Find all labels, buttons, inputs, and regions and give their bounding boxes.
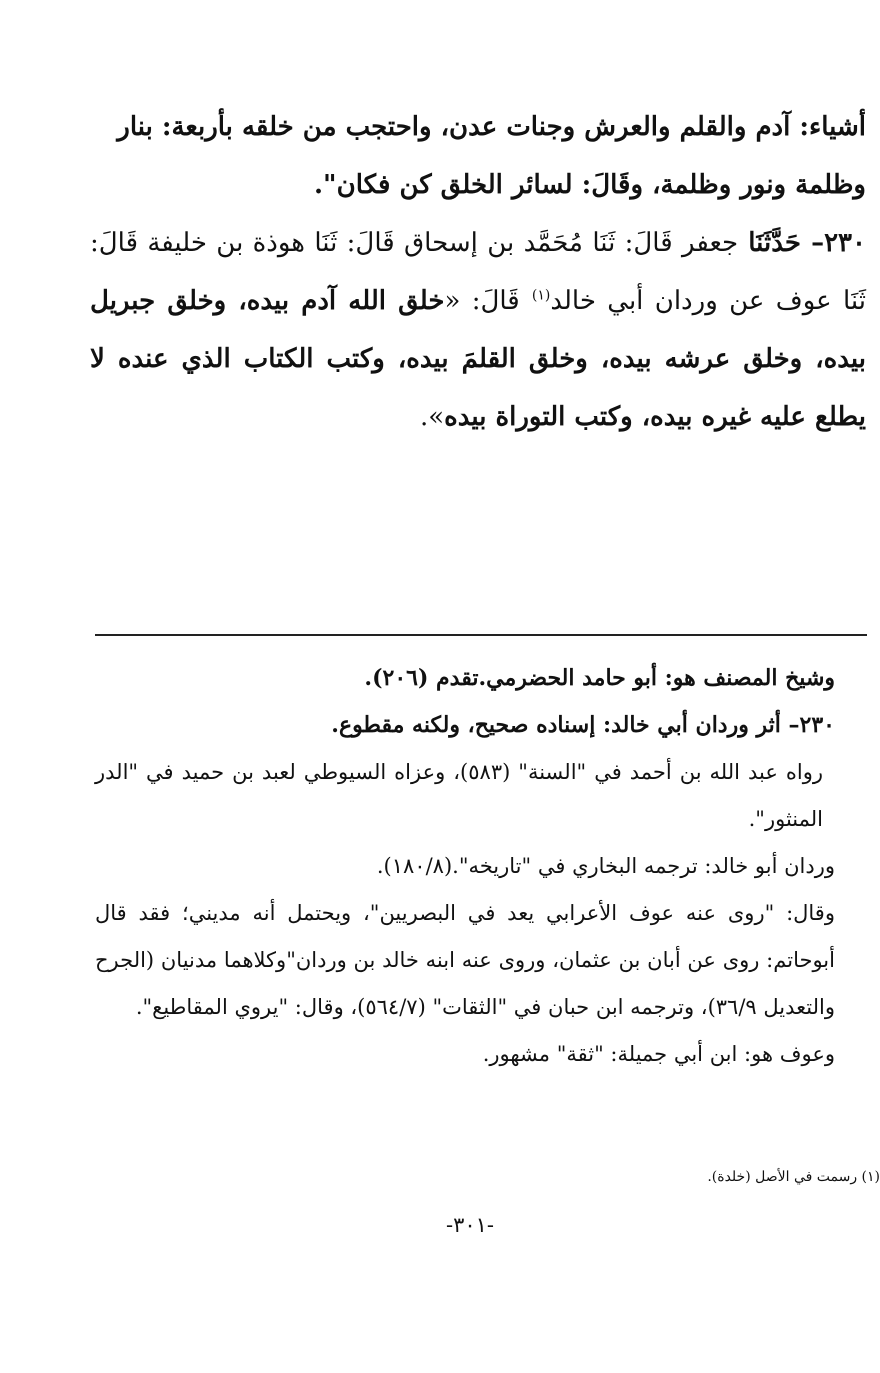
hadith-isnad-2: ثَنَا عوف عن وردان أبي خالد: [550, 286, 866, 316]
footnote-para-3: وقال: "روى عنه عوف الأعرابي يعد في البصريين"، ويحتمل أنه مديني؛ فقد قال أبوحاتم: روى عن أبان بن عثمان، وروى عنه ابنه خالد بن وردان"وكلاهما مدنيان (الجرح والتعديل ٣٦/٩)، وترجمه ابن حبان في "الثقات" (٥٦٤/٧)، وقال: "يروي المقاطيع".: [95, 901, 835, 1019]
footnote-heading: ٢٣٠– أثر وردان أبي خالد: إسناده صحيح، ولكنه مقطوع.: [331, 712, 835, 738]
hadith-matn-2: بيده، وخلق عرشه بيده، وخلق القلمَ بيده، وكتب الكتاب الذي عنده لا: [90, 344, 866, 374]
footnote-divider: [95, 634, 867, 636]
footnote-para-2: وردان أبو خالد: ترجمه البخاري في "تاريخه".(١٨٠/٨).: [376, 854, 835, 878]
footnote-reference: (١): [531, 287, 551, 304]
footnote-para-4: وعوف هو: ابن أبي جميلة: "ثقة" مشهور.: [482, 1042, 835, 1066]
main-line-2: [90, 156, 866, 214]
hadith-qala: قَالَ: «: [444, 286, 520, 316]
main-line-1: [90, 98, 866, 156]
footnotes-section: [95, 655, 835, 1078]
hadith-230: [90, 214, 866, 446]
footnote-para-1: رواه عبد الله بن أحمد في "السنة" (٥٨٣)، وعزاه السيوطي لعبد بن حميد في "الدر المنثور".: [95, 760, 824, 831]
footnote-sheikh: وشيخ المصنف هو: أبو حامد الحضرمي.تقدم (٢٠٦).: [364, 665, 835, 691]
hadith-number: ٢٣٠– حَدَّثَنَا: [748, 228, 866, 258]
main-text: [90, 98, 866, 446]
hadith-end: ».: [419, 402, 445, 432]
main-line-2-text: وظلمة ونور وظلمة، وقَالَ: لسائر الخلق كن فكان".: [314, 170, 866, 200]
main-line-1-text: أشياء: آدم والقلم والعرش وجنات عدن، واحتجب من خلقه بأربعة: بنار: [117, 112, 866, 142]
hadith-matn-3: يطلع عليه غيره بيده، وكتب التوراة بيده: [444, 402, 866, 432]
hadith-isnad-1: جعفر قَالَ: ثَنَا مُحَمَّد بن إسحاق قَالَ: ثَنَا هوذة بن خليفة قَالَ:: [90, 228, 739, 258]
origin-note: (١) رسمت في الأصل (خلدة).: [707, 1169, 880, 1185]
hadith-matn-1: خلق الله آدم بيده، وخلق جبريل: [90, 286, 445, 316]
page-number: -٣٠١-: [445, 1213, 495, 1237]
